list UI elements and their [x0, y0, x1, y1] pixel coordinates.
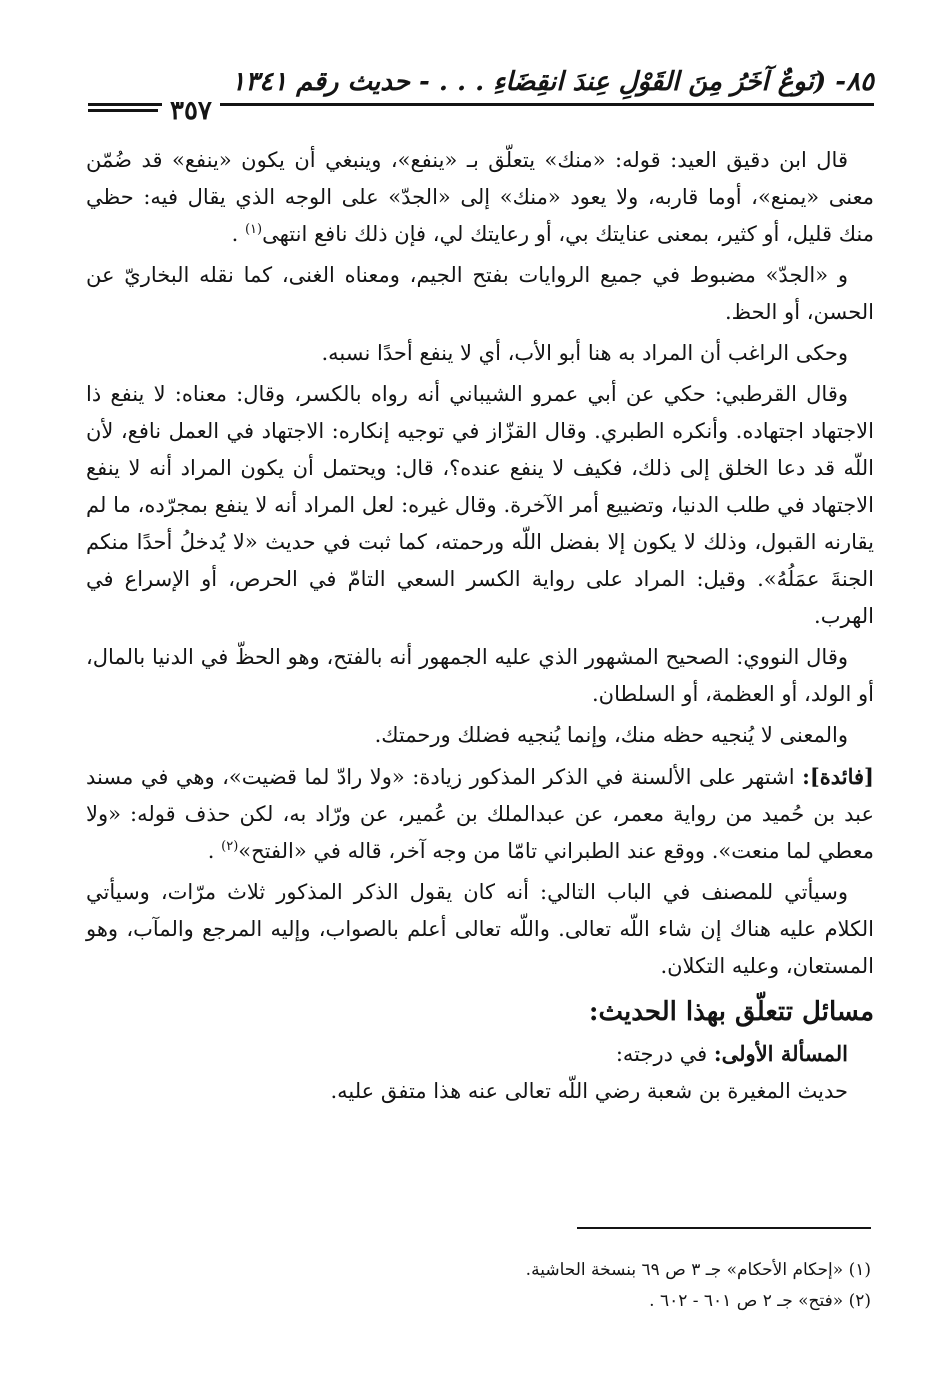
first-issue [86, 1035, 874, 1073]
faida-label: [فائدة]: [802, 764, 874, 789]
first-issue-label: المسألة الأولى: [713, 1041, 848, 1066]
footnote-separator [577, 1227, 871, 1229]
footnotes [311, 1255, 871, 1317]
closing-paragraph: وسيأتي للمصنف في الباب التالي: أنه كان يقول الذكر المذكور ثلاث مرّات، وسيأتي الكلام عليه هناك إن شاء اللّه تعالى. واللّه تعالى أعلم بالصواب، وإليه المرجع والمآب، وهو المستعان، وعليه التكلان. [86, 880, 874, 978]
footnote-ref: (١) [244, 222, 263, 237]
page-number-rules [88, 103, 158, 115]
first-issue-text: في درجته: [615, 1042, 708, 1066]
faida-paragraph: [فائدة]: اشتهر على الألسنة في الذكر المذكور زيادة: «ولا رادّ لما قضيت»، وهي في مسند عبد بن حُميد من رواية معمر، عن عبدالملك بن عُمير، عن ورّاد به، لكن حذف قوله: «ولا معطي لما منعت». ووقع عند الطبراني تامّا من وجه آخر، قاله في «الفتح»$^{(٢)}$ . [86, 764, 874, 863]
footnote: (٢) «فتح» جـ ٢ ص ٦٠١ - ٦٠٢ . [649, 1291, 871, 1311]
faida-text: اشتهر على الألسنة في الذكر المذكور زيادة: «ولا رادّ لما قضيت»، وهي في مسند عبد بن حُميد من رواية معمر، عن عبدالملك بن عُمير، عن ورّاد به، لكن حذف قوله: «ولا معطي لما منعت». ووقع عند الطبراني تامّا من وجه آخر، قاله في «الفتح» [86, 765, 874, 863]
page-body [86, 142, 874, 1114]
paragraph: وقال القرطبي: حكي عن أبي عمرو الشيباني أنه رواه بالكسر، وقال: معناه: لا ينفع ذا الاجتهاد اجتهاده. وأنكره الطبري. وقال القزّاز في توجيه إنكاره: الاجتهاد في العمل نافع، لأن اللّه قد دعا الخلق إلى ذلك، فكيف لا ينفع عنده؟، قال: ويحتمل أن يكون المراد أنه لا ينفع الاجتهاد في طلب الدنيا، وتضييع أمر الآخرة. وقال غيره: لعل المراد أنه لا ينفع بمجرّده، ما لم يقارنه القبول، وذلك لا يكون إلا بفضل اللّه ورحمته، كما ثبت في حديث «لا يُدخلُ أحدًا منكم الجنةَ عمَلُهُ». وقيل: المراد على رواية الكسر السعي التامّ في الحرص، أو الإسراع في الهرب. [86, 382, 874, 628]
first-issue-body: حديث المغيرة بن شعبة رضي اللّه تعالى عنه هذا متفق عليه. [330, 1079, 848, 1103]
paragraph: وحكى الراغب أن المراد به هنا أبو الأب، أي لا ينفع أحدًا نسبه. [321, 341, 848, 365]
running-header [88, 62, 874, 126]
paragraph: و «الجدّ» مضبوط في جميع الروايات بفتح الجيم، ومعناه الغنى، كما نقله البخاريّ عن الحسن، أو الحظ. [86, 263, 874, 324]
paragraph: والمعنى لا يُنجيه حظه منك، وإنما يُنجيه فضلك ورحمتك. [374, 723, 848, 747]
paragraph: قال ابن دقيق العيد: قوله: «منك» يتعلّق بـ «ينفع»، وينبغي أن يكون «ينفع» قد ضُمّن معنى «يمنع»، أوما قاربه، ولا يعود «منك» إلى «الجدّ» على الوجه الذي يقال فيه: حظي منك قليل، أو كثير، بمعنى عنايتك بي، أو رعايتك لي، فإن ذلك نافع انتهى$^{(١)}$ . [86, 148, 874, 246]
paragraph-text: قال ابن دقيق العيد: قوله: «منك» يتعلّق بـ «ينفع»، وينبغي أن يكون «ينفع» قد ضُمّن معنى «يمنع»، أوما قاربه، ولا يعود «منك» إلى «الجدّ» على الوجه الذي يقال فيه: حظي منك قليل، أو كثير، بمعنى عنايتك بي، أو رعايتك لي، فإن ذلك نافع انتهى [86, 148, 874, 246]
footnote: (١) «إحكام الأحكام» جـ ٣ ص ٦٩ بنسخة الحاشية. [525, 1260, 871, 1280]
paragraph: وقال النووي: الصحيح المشهور الذي عليه الجمهور أنه بالفتح، وهو الحظّ في الدنيا بالمال، أو الولد، أو العظمة، أو السلطان. [86, 645, 874, 706]
footnote-ref: (٢) [221, 839, 239, 854]
section-heading: مسائل تتعلّق بهذا الحديث: [588, 997, 874, 1027]
header-title: ٨٥- (نَوعٌ آخَرُ مِنَ القَوْلِ عِندَ انقِضَاءِ . . . - حديث رقم ١٣٤١ [231, 67, 874, 97]
page-number: ٣٥٧ [162, 96, 220, 126]
